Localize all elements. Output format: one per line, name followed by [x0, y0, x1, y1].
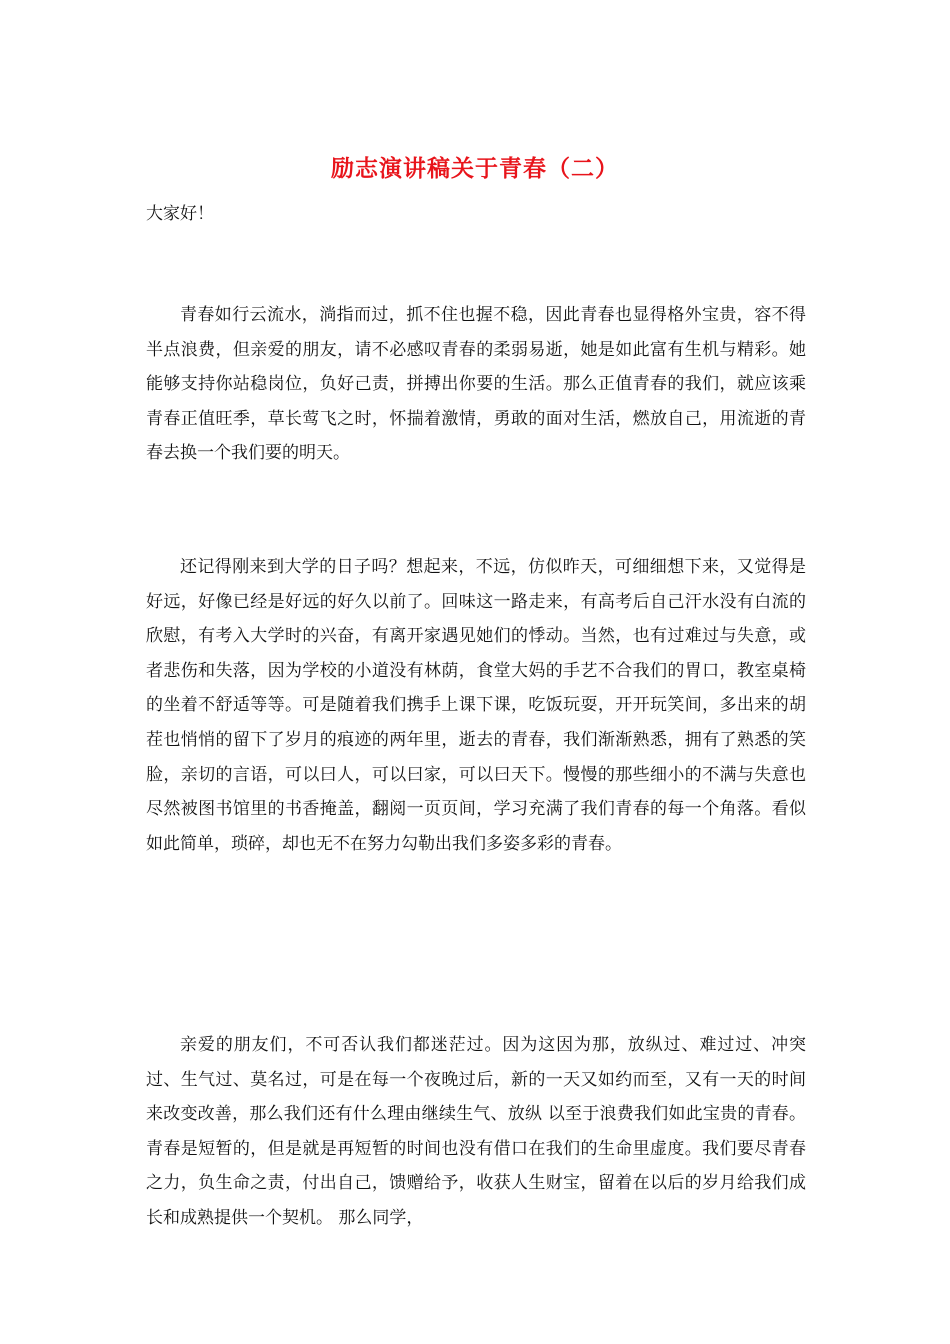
greeting-text: 大家好！ — [146, 204, 214, 224]
paragraph-2: 还记得刚来到大学的日子吗？想起来，不远，仿似昨天，可细细想下来，又觉得是好远，好像已经是好远的好久以前了。回味这一路走来，有高考后自己汗水没有白流的欣慰，有考入大学时的兴奋，有离开家遇见她们的悸动。当然，也有过难过与失意，或者悲伤和失落，因为学校的小道没有林荫，食堂大妈的手艺不合我们的胃口，教室桌椅的坐着不舒适等等。可是随着我们携手上课下课，吃饭玩耍，开开玩笑间，多出来的胡茬也悄悄的留下了岁月的痕迹的两年里，逝去的青春，我们渐渐熟悉，拥有了熟悉的笑脸，亲切的言语，可以曰人，可以曰家，可以曰天下。慢慢的那些细小的不满与失意也尽然被图书馆里的书香掩盖，翻阅一页页间，学习充满了我们青春的每一个角落。看似如此简单，琐碎，却也无不在努力勾勒出我们多姿多彩的青春。 — [146, 557, 806, 854]
paragraph-1: 青春如行云流水，淌指而过，抓不住也握不稳，因此青春也显得格外宝贵，容不得半点浪费，但亲爱的朋友，请不必感叹青春的柔弱易逝，她是如此富有生机与精彩。她能够支持你站稳岗位，负好己责，拼搏出你要的生活。那么正值青春的我们，就应该乘青春正值旺季，草长莺飞之时，怀揣着激情，勇敢的面对生活，燃放自己，用流逝的青春去换一个我们要的明天。 — [146, 305, 806, 464]
paragraph-3: 亲爱的朋友们，不可否认我们都迷茫过。因为这因为那，放纵过、难过过、冲突过、生气过、莫名过，可是在每一个夜晚过后，新的一天又如约而至，又有一天的时间来改变改善，那么我们还有什么理由继续生气、放纵 以至于浪费我们如此宝贵的青春。青春是短暂的，但是就是再短暂的时间也没有借口在我们的生命里虚度。我们要尽青春之力，负生命之责，付出自己，馈赠给予，收获人生财宝，留着在以后的岁月给我们成长和成熟提供一个契机。 那么同学， — [146, 1035, 806, 1228]
document-title: 励志演讲稿关于青春（二） — [331, 155, 619, 182]
